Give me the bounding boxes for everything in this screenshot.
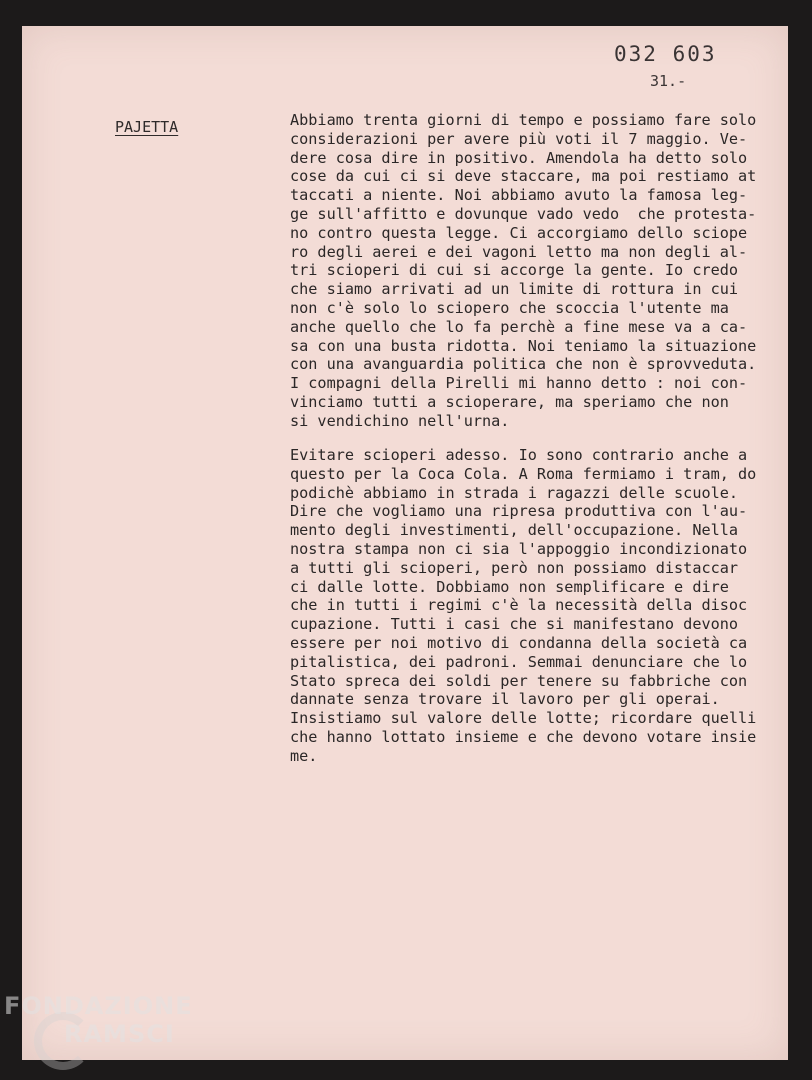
text-line: Stato spreca dei soldi per tenere su fabbriche con bbox=[290, 671, 748, 690]
text-line: mento degli investimenti, dell'occupazione. Nella bbox=[290, 521, 739, 540]
text-line: Insistiamo sul valore delle lotte; ricordare quelli bbox=[290, 709, 757, 728]
text-line: tri scioperi di cui si accorge la gente. Io credo bbox=[290, 261, 739, 280]
text-line: anche quello che lo fa perchè a fine mese va a ca- bbox=[290, 317, 748, 336]
fondazione-gramsci-watermark bbox=[4, 992, 193, 1048]
text-line: I compagni della Pirelli mi hanno detto : noi con- bbox=[290, 374, 748, 393]
text-line: ge sull'affitto e dovunque vado vedo che protesta- bbox=[290, 204, 757, 223]
text-line: podichè abbiamo in strada i ragazzi delle scuole. bbox=[290, 483, 739, 502]
paragraph-1 bbox=[290, 111, 780, 431]
text-line: dannate senza trovare il lavoro per gli operai. bbox=[290, 690, 720, 709]
text-line: sa con una busta ridotta. Noi teniamo la situazione bbox=[290, 336, 757, 355]
archive-number: 032 603 bbox=[614, 42, 717, 66]
text-line: no contro questa legge. Ci accorgiamo dello sciope bbox=[290, 223, 748, 242]
text-line: ro degli aerei e dei vagoni letto ma non degli al- bbox=[290, 242, 748, 261]
text-line: cose da cui ci si deve staccare, ma poi restiamo at bbox=[290, 167, 757, 186]
text-line: questo per la Coca Cola. A Roma fermiamo i tram, do bbox=[290, 464, 757, 483]
text-line: taccati a niente. Noi abbiamo avuto la famosa leg- bbox=[290, 186, 748, 205]
text-line: con una avanguardia politica che non è sprovveduta. bbox=[290, 355, 757, 374]
text-line: a tutti gli scioperi, però non possiamo distaccar bbox=[290, 558, 739, 577]
text-line: essere per noi motivo di condanna della società ca bbox=[290, 633, 748, 652]
text-line: considerazioni per avere più voti il 7 maggio. Ve- bbox=[290, 129, 748, 148]
text-line: che hanno lottato insieme e che devono votare insie bbox=[290, 727, 757, 746]
text-line: nostra stampa non ci sia l'appoggio incondizionato bbox=[290, 539, 748, 558]
watermark-line-1: FONDAZIONE bbox=[4, 992, 193, 1020]
text-line: si vendichino nell'urna. bbox=[290, 411, 510, 430]
page-number: 31.- bbox=[650, 72, 687, 90]
text-line: Abbiamo trenta giorni di tempo e possiamo fare solo bbox=[290, 111, 757, 129]
text-line: me. bbox=[290, 746, 318, 765]
watermark-line-2: RAMSCI bbox=[64, 1020, 175, 1048]
text-line: Dire che vogliamo una ripresa produttiva con l'au- bbox=[290, 502, 748, 521]
text-line: che siamo arrivati ad un limite di rottura in cui bbox=[290, 280, 739, 299]
text-line: che in tutti i regimi c'è la necessità della disoc bbox=[290, 596, 748, 615]
text-line: non c'è solo lo sciopero che scoccia l'utente ma bbox=[290, 298, 729, 317]
paragraph-2 bbox=[290, 446, 780, 766]
text-line: Evitare scioperi adesso. Io sono contrario anche a bbox=[290, 446, 748, 464]
text-line: cupazione. Tutti i casi che si manifestano devono bbox=[290, 615, 739, 634]
text-line: dere cosa dire in positivo. Amendola ha detto solo bbox=[290, 148, 748, 167]
text-line: pitalistica, dei padroni. Semmai denunciare che lo bbox=[290, 652, 748, 671]
text-line: vinciamo tutti a scioperare, ma speriamo che non bbox=[290, 392, 729, 411]
speaker-name: PAJETTA bbox=[115, 118, 179, 136]
text-line: ci dalle lotte. Dobbiamo non semplificare e dire bbox=[290, 577, 729, 596]
